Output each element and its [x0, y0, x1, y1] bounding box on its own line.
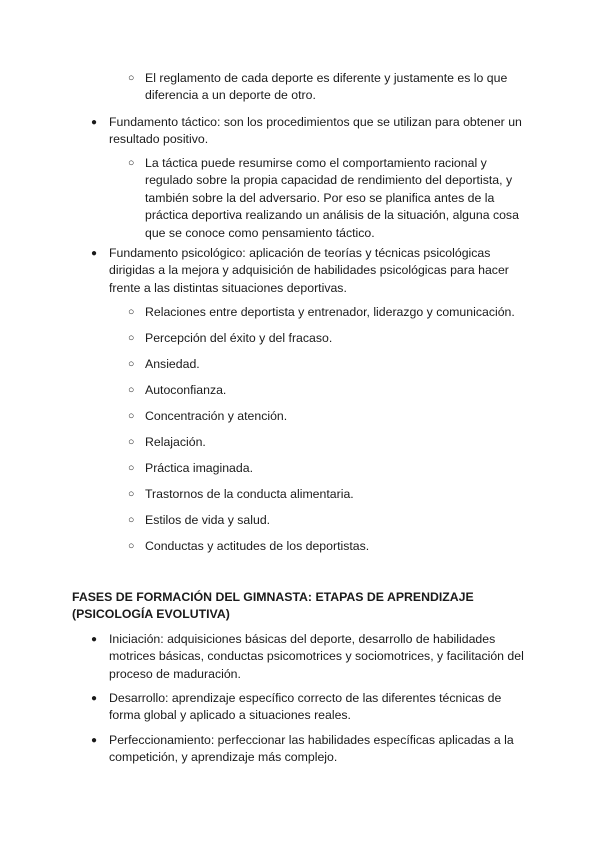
list-item [128, 70, 530, 105]
filled-bullet-icon: ● [91, 735, 98, 746]
list-item-text: Conductas y actitudes de los deportistas. [145, 539, 370, 553]
list-item-text: Práctica imaginada. [145, 461, 253, 475]
hollow-bullet-icon: ○ [128, 358, 135, 370]
list-item [90, 631, 530, 683]
hollow-bullet-icon: ○ [128, 72, 135, 84]
hollow-bullet-icon: ○ [128, 436, 135, 448]
hollow-bullet-icon: ○ [128, 540, 135, 552]
hollow-bullet-icon: ○ [128, 514, 135, 526]
filled-bullet-icon: ● [91, 693, 98, 704]
list-item [128, 434, 530, 451]
list-item [90, 114, 530, 149]
hollow-bullet-icon: ○ [128, 488, 135, 500]
list-item [90, 690, 530, 725]
hollow-bullet-icon: ○ [128, 410, 135, 422]
list-item-text: Relajación. [145, 435, 206, 449]
list-item-text: Desarrollo: aprendizaje específico correcto de las diferentes técnicas de forma global y aplicado a situaciones reales. [109, 691, 502, 723]
list-item [128, 155, 530, 242]
list-item [128, 304, 530, 321]
list-item [128, 330, 530, 347]
list-item-text: Percepción del éxito y del fracaso. [145, 331, 333, 345]
list-item [128, 382, 530, 399]
list-item [128, 486, 530, 503]
list-item-text: Estilos de vida y salud. [145, 513, 271, 527]
list-item-text: Trastornos de la conducta alimentaria. [145, 487, 354, 501]
list-item [128, 538, 530, 555]
list-item-text: Fundamento táctico: son los procedimientos que se utilizan para obtener un resultado positivo. [109, 115, 522, 147]
filled-bullet-icon: ● [91, 117, 98, 128]
list-item-text: Concentración y atención. [145, 409, 288, 423]
section-heading: FASES DE FORMACIÓN DEL GIMNASTA: ETAPAS DE APRENDIZAJE (PSICOLOGÍA EVOLUTIVA) [72, 590, 474, 622]
list-item-text: El reglamento de cada deporte es diferente y justamente es lo que diferencia a un deporte de otro. [145, 71, 508, 103]
list-item [128, 408, 530, 425]
list-item-text: Iniciación: adquisiciones básicas del deporte, desarrollo de habilidades motrices básicas, conductas psicomotrices y sociomotrices, y facilitación del proceso de maduración. [109, 632, 524, 681]
hollow-bullet-icon: ○ [128, 157, 135, 169]
filled-bullet-icon: ● [91, 634, 98, 645]
list-item-text: Perfeccionamiento: perfeccionar las habilidades específicas aplicadas a la competición, y aprendizaje más complejo. [109, 733, 514, 765]
list-item [90, 732, 530, 767]
list-item [128, 356, 530, 373]
list-item-text: Ansiedad. [145, 357, 200, 371]
hollow-bullet-icon: ○ [128, 384, 135, 396]
hollow-bullet-icon: ○ [128, 306, 135, 318]
list-item-text: Autoconfianza. [145, 383, 227, 397]
list-item [128, 512, 530, 529]
list-item-text: Fundamento psicológico: aplicación de teorías y técnicas psicológicas dirigidas a la mejora y adquisición de habilidades psicológicas para hacer frente a las distintas situaciones deportivas. [109, 246, 509, 295]
list-item [128, 460, 530, 477]
filled-bullet-icon: ● [91, 248, 98, 259]
hollow-bullet-icon: ○ [128, 462, 135, 474]
hollow-bullet-icon: ○ [128, 332, 135, 344]
list-item [90, 245, 530, 297]
list-item-text: La táctica puede resumirse como el comportamiento racional y regulado sobre la propia capacidad de rendimiento del deportista, y también sobre la del adversario. Por eso se planifica antes de la práctica deportiva realizando un análisis de la situación, alguna cosa que se conoce como pensamiento táctico. [145, 156, 519, 240]
list-item-text: Relaciones entre deportista y entrenador, liderazgo y comunicación. [145, 305, 515, 319]
